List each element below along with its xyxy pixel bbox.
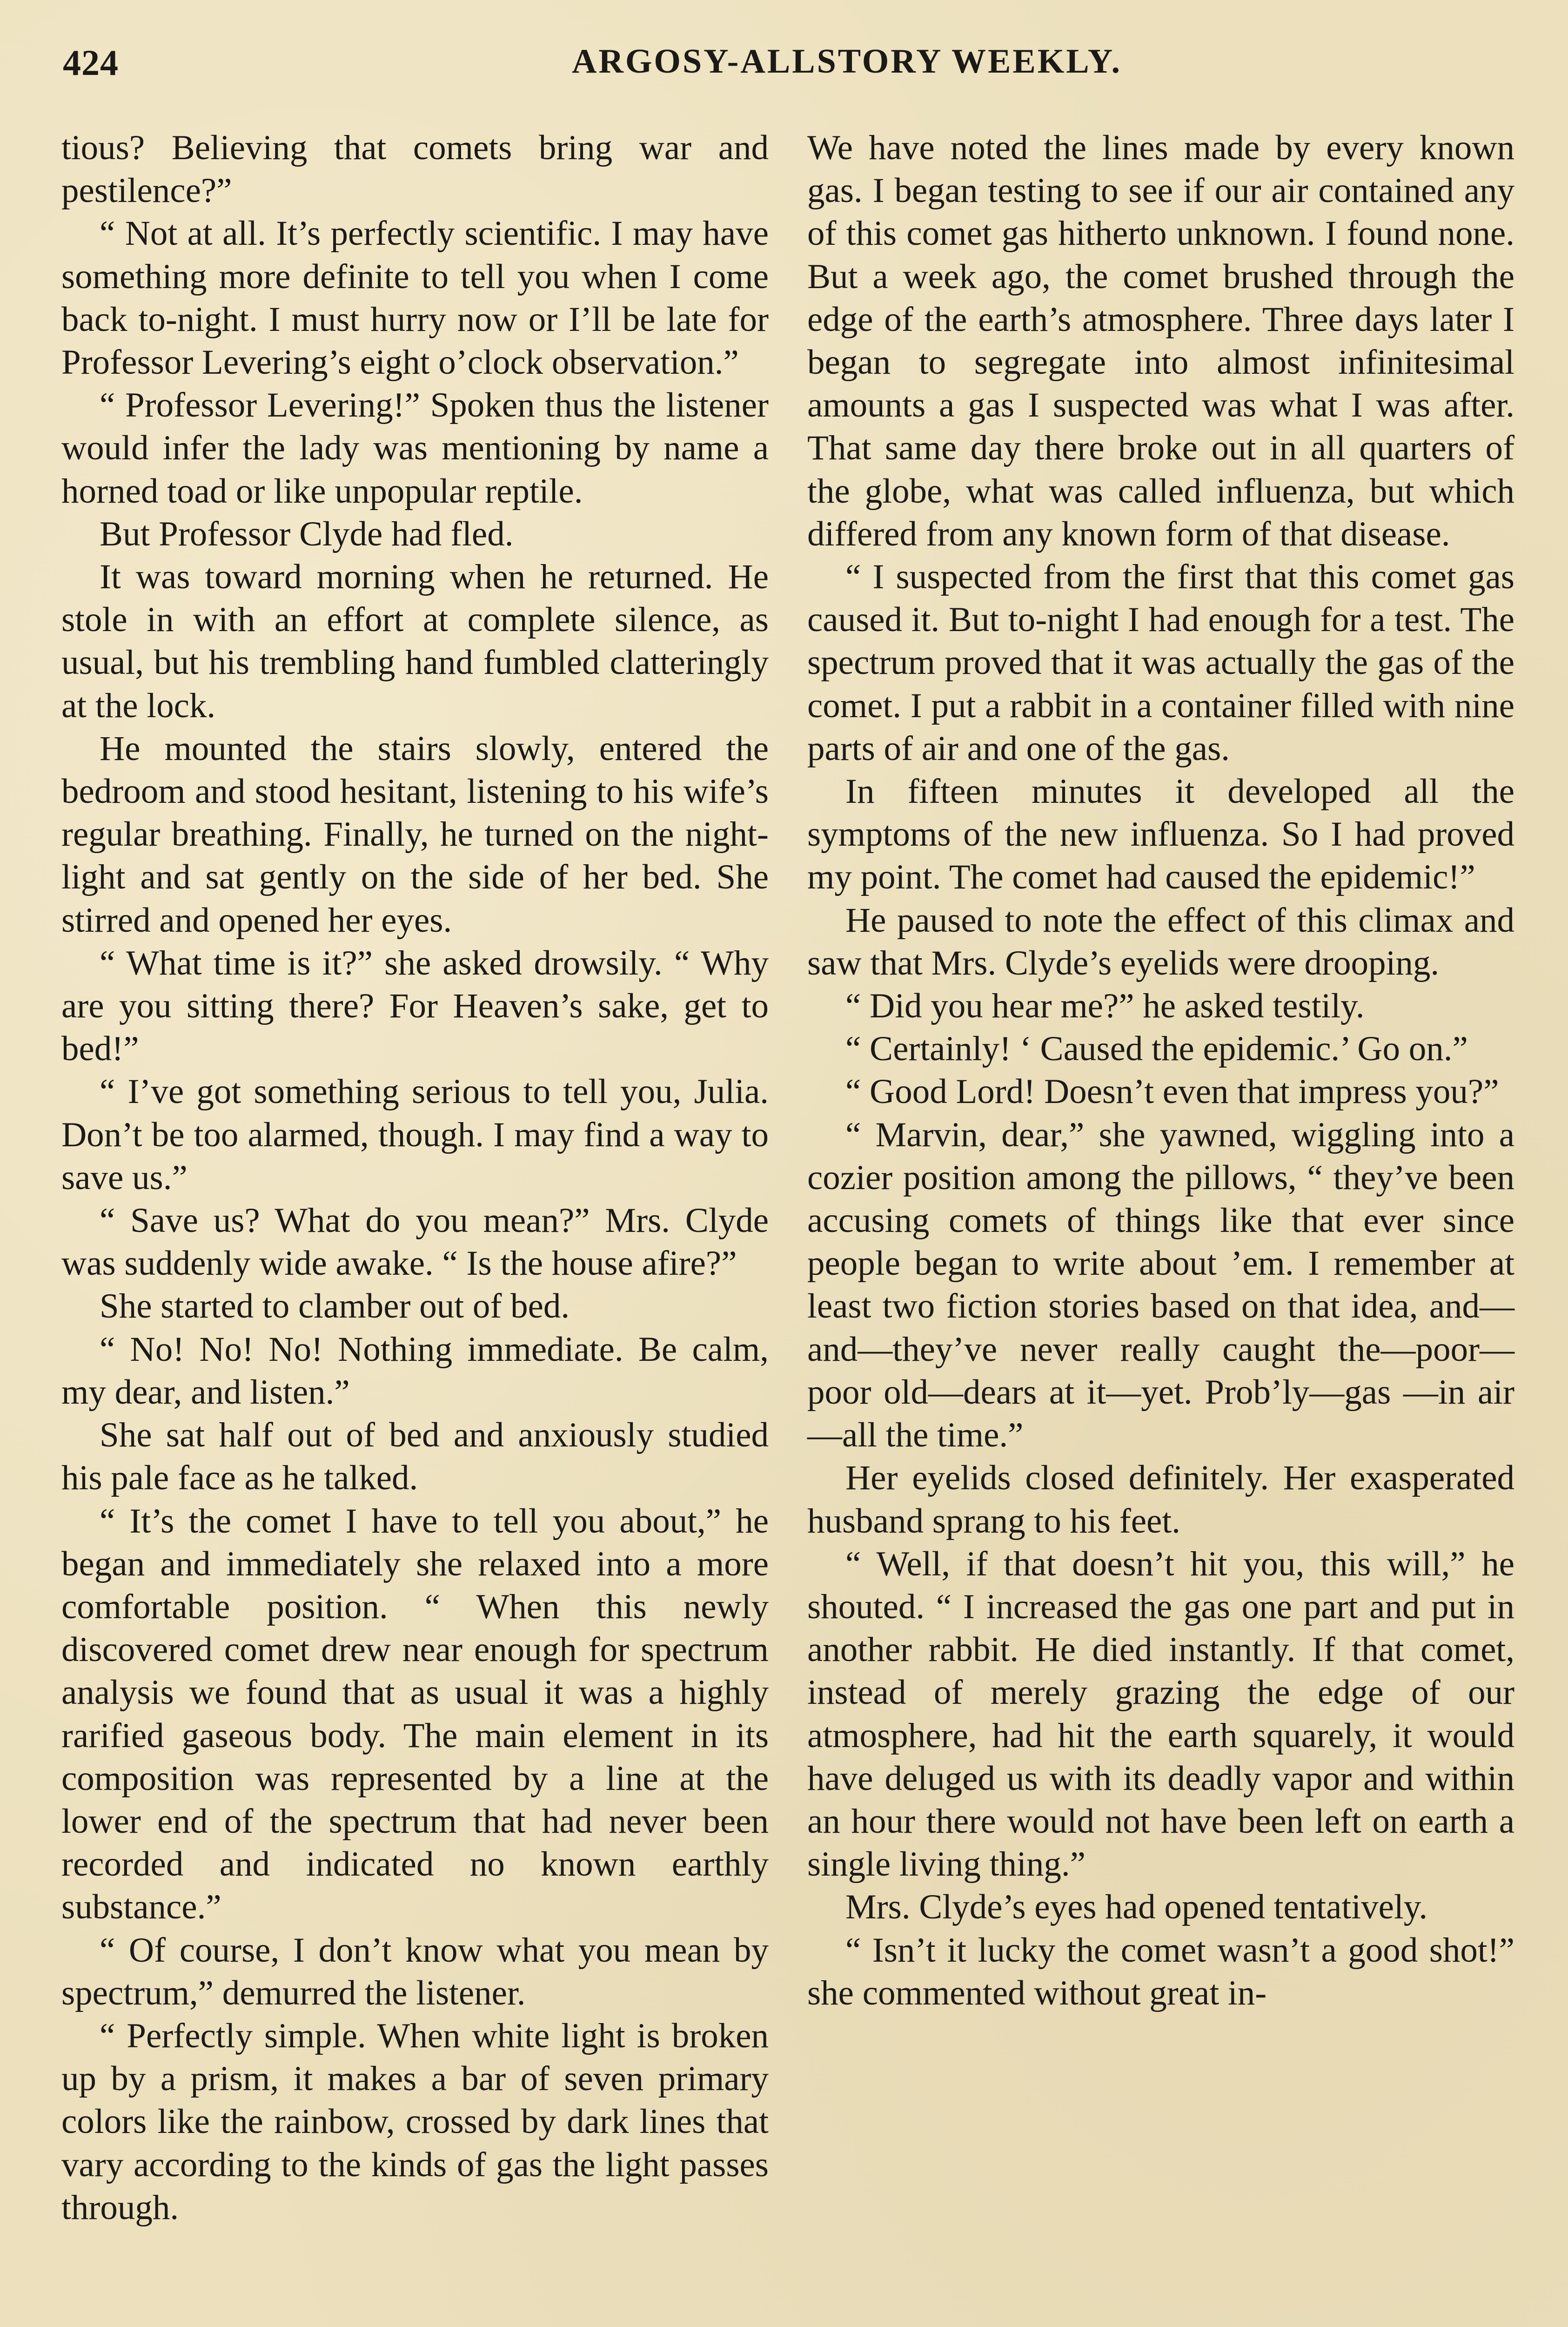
paragraph: “ Good Lord! Doesn’t even that impress you?” xyxy=(845,1072,1499,1111)
paragraph: tious? Believing that comets bring war and pestilence?” xyxy=(61,128,769,210)
paragraph: “ Well, if that doesn’t hit you, this will,” he shouted. “ I increased the gas one part and put in another rabbit. He died instantly. If that comet, instead of merely grazing the edge of our atmosphere, had hit the earth squarely, it would have deluged us with its deadly vapor and within an hour there would not have been left on earth a single living thing.” xyxy=(807,1544,1514,1884)
paragraph: “ Did you hear me?” he asked testily. xyxy=(845,987,1365,1026)
paragraph: “ I suspected from the first that this comet gas caused it. But to-night I had enough for a test. The spectrum proved that it was actually the gas of the comet. I put a rabbit in a container filled with nine parts of air and one of the gas. xyxy=(807,558,1514,768)
running-title: ARGOSY-ALLSTORY WEEKLY. xyxy=(571,42,1122,81)
paragraph: “ Isn’t it lucky the comet wasn’t a good shot!” she commented without great in- xyxy=(807,1930,1514,2012)
paragraph: “ Marvin, dear,” she yawned, wiggling into a cozier position among the pillows, “ they’ve been accusing comets of things like that ever since people began to write about ’em. I remember at least two fiction stories based on that idea, and—and—they’ve never really caught the—poor—poor old—dears at it—yet. Prob’ly—gas —in air—all the time.” xyxy=(807,1115,1514,1455)
paragraph: She sat half out of bed and anxiously studied his pale face as he talked. xyxy=(61,1416,769,1498)
paragraph: “ No! No! No! Nothing immediate. Be calm, my dear, and listen.” xyxy=(61,1330,769,1412)
left-text-column xyxy=(61,127,769,2229)
page-header xyxy=(63,42,1514,98)
right-text-column xyxy=(807,127,1514,2015)
paragraph: “ What time is it?” she asked drowsily. “ Why are you sitting there? For Heaven’s sake, get to bed!” xyxy=(61,943,769,1069)
paragraph: We have noted the lines made by every known gas. I began testing to see if our air contained any of this comet gas hitherto unknown. I found none. But a week ago, the comet brushed through the edge of the earth’s atmosphere. Three days later I began to segregate into almost infinitesimal amounts a gas I suspected was what I was after. That same day there broke out in all quarters of the globe, what was called influenza, but which differed from any known form of that disease. xyxy=(807,128,1514,553)
paragraph: “ Not at all. It’s perfectly scientific. I may have something more definite to tell you when I come back to-night. I must hurry now or I’ll be late for Professor Levering’s eight o’clock observation.” xyxy=(61,214,769,382)
paragraph: “ Certainly! ‘ Caused the epidemic.’ Go on.” xyxy=(845,1029,1468,1069)
paragraph: “ I’ve got something serious to tell you, Julia. Don’t be too alarmed, though. I may find a way to save us.” xyxy=(61,1072,769,1197)
paragraph: She started to clamber out of bed. xyxy=(100,1287,570,1326)
paragraph: “ Professor Levering!” Spoken thus the listener would infer the lady was mentioning by name a horned toad or like unpopular reptile. xyxy=(61,386,769,511)
paragraph: “ Perfectly simple. When white light is broken up by a prism, it makes a bar of seven primary colors like the rainbow, crossed by dark lines that vary according to the kinds of gas the light passes through. xyxy=(61,2016,769,2227)
paragraph: But Professor Clyde had fled. xyxy=(100,514,514,553)
paragraph: Mrs. Clyde’s eyes had opened tentatively. xyxy=(845,1888,1428,1927)
paragraph: “ Save us? What do you mean?” Mrs. Clyde was suddenly wide awake. “ Is the house afire?” xyxy=(61,1201,769,1283)
paragraph: In fifteen minutes it developed all the symptoms of the new influenza. So I had proved my point. The comet had caused the epidemic!” xyxy=(807,772,1514,897)
page-number: 424 xyxy=(63,42,119,83)
paragraph: It was toward morning when he returned. He stole in with an effort at complete silence, as usual, but his trembling hand fumbled clatteringly at the lock. xyxy=(61,558,769,725)
paragraph: “ Of course, I don’t know what you mean by spectrum,” demurred the listener. xyxy=(61,1930,769,2012)
paragraph: He mounted the stairs slowly, entered the bedroom and stood hesitant, listening to his wife’s regular breathing. Finally, he turned on the night-light and sat gently on the side of her bed. She stirred and opened her eyes. xyxy=(61,729,769,940)
paragraph: He paused to note the effect of this climax and saw that Mrs. Clyde’s eyelids were drooping. xyxy=(807,901,1514,982)
paragraph: “ It’s the comet I have to tell you about,” he began and immediately she relaxed into a more comfortable position. “ When this newly discovered comet drew near enough for spectrum analysis we found that as usual it was a highly rarified gaseous body. The main element in its composition was represented by a line at the lower end of the spectrum that had never been recorded and indicated no known earthly substance.” xyxy=(61,1501,769,1927)
paragraph: Her eyelids closed definitely. Her exasperated husband sprang to his feet. xyxy=(807,1459,1514,1540)
